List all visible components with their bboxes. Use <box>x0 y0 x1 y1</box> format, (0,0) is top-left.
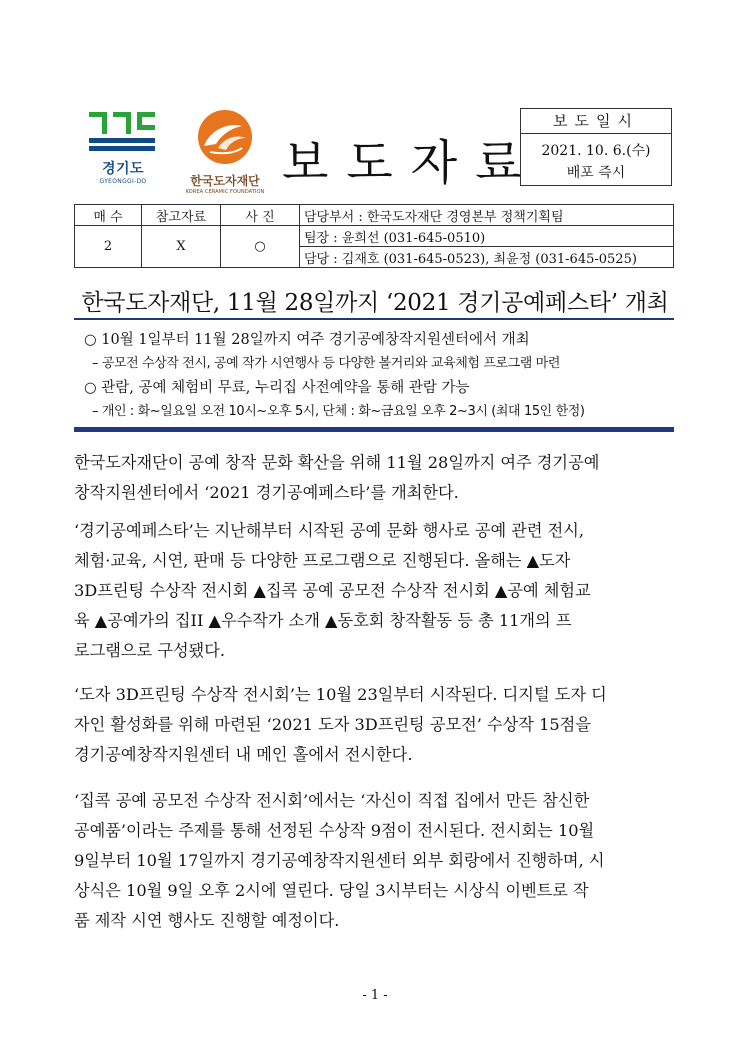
release-date-label: 보도일시 <box>521 109 671 134</box>
contact-info-table <box>74 204 674 268</box>
gyeonggi-logo-english: GYEONGGI-DO <box>99 178 147 185</box>
headline: 한국도자재단, 11월 28일까지 ‘2021 경기공예페스타’ 개최 <box>81 290 669 316</box>
paragraph-4 <box>74 786 676 936</box>
document-title: 보도자료 <box>282 135 540 191</box>
pages-value: 2 <box>75 226 142 268</box>
paragraph-line: ‘도자 3D프린팅 수상작 전시회’는 10월 23일부터 시작된다. 디지털 도자 디 <box>74 685 607 704</box>
ceramic-foundation-mark-icon <box>180 108 270 166</box>
paragraph-2 <box>74 516 676 666</box>
gyeonggi-logo <box>86 112 160 192</box>
summary-bullet-1: ○ 10월 1일부터 11월 28일까지 여주 경기공예창작지원센터에서 개최 <box>84 332 530 348</box>
paragraph-line: 9일부터 10월 17일까지 경기공예창작지원센터 외부 회랑에서 진행하며, 시 <box>74 851 605 870</box>
photos-header: 사 진 <box>221 205 300 226</box>
paragraph-line: 창작지원센터에서 ‘2021 경기공예페스타’를 개최한다. <box>74 483 459 502</box>
paragraph-line: 한국도자재단이 공예 창작 문화 확산을 위해 11월 28일까지 여주 경기공예 <box>74 453 600 472</box>
paragraph-line: ‘경기공예페스타’는 지난해부터 시작된 공예 문화 행사로 공예 관련 전시, <box>74 521 585 540</box>
summary-sub-1: – 공모전 수상작 전시, 공예 작가 시연행사 등 다양한 볼거리와 교육체험 프로그램 마련 <box>92 356 560 371</box>
gyeonggi-logo-name: 경기도 <box>101 161 145 177</box>
ceramic-foundation-logo-english: KOREA CERAMIC FOUNDATION <box>185 189 265 195</box>
summary-sub-2: – 개인 : 화~일요일 오전 10시~오후 5시, 단체 : 화~금요일 오후 2~3시 (최대 15인 한정) <box>92 404 585 419</box>
paragraph-line: 육 ▲공예가의 집II ▲우수작가 소개 ▲동호회 창작활동 등 총 11개의 프 <box>74 611 572 630</box>
summary-box <box>74 318 674 432</box>
pages-header: 매 수 <box>75 205 142 226</box>
paragraph-line: 체험·교육, 시연, 판매 등 다양한 프로그램으로 진행된다. 올해는 ▲도자 <box>74 551 571 570</box>
references-header: 참고자료 <box>142 205 221 226</box>
paragraph-line: 3D프린팅 수상작 전시회 ▲집콕 공예 공모전 수상작 전시회 ▲공예 체험교 <box>74 581 591 600</box>
paragraph-line: 공예품’이라는 주제를 통해 선정된 수상작 9점이 전시된다. 전시회는 10월 <box>74 821 595 840</box>
staff-contact: 담당 : 김재호 (031-645-0523), 최윤정 (031-645-0525) <box>300 247 674 268</box>
release-date: 2021. 10. 6.(수) <box>541 143 651 159</box>
photos-value: ○ <box>221 226 300 268</box>
paragraph-line: 상식은 10월 9일 오후 2시에 열린다. 당일 3시부터는 시상식 이벤트로 작 <box>74 881 589 900</box>
paragraph-line: 품 제작 시연 행사도 진행할 예정이다. <box>74 911 340 930</box>
summary-divider <box>74 427 674 432</box>
gyeonggi-mark-icon <box>89 112 155 152</box>
paragraph-line: 로그램으로 구성됐다. <box>74 641 226 660</box>
page-number: - 1 - <box>362 988 388 1003</box>
ceramic-foundation-logo <box>180 108 270 195</box>
paragraph-1 <box>74 448 676 508</box>
release-embargo: 배포 즉시 <box>566 165 626 181</box>
department: 담당부서 : 한국도자재단 경영본부 정책기획팀 <box>300 205 674 226</box>
ceramic-foundation-logo-name: 한국도자재단 <box>190 174 260 188</box>
release-date-box <box>520 108 672 186</box>
team-lead-contact: 팀장 : 윤희선 (031-645-0510) <box>300 226 674 247</box>
references-value: X <box>142 226 221 268</box>
paragraph-line: 경기공예창작지원센터 내 메인 홀에서 전시한다. <box>74 745 413 764</box>
paragraph-line: ‘집콕 공예 공모전 수상작 전시회’에서는 ‘자신이 직접 집에서 만든 참신한 <box>74 791 590 810</box>
paragraph-3 <box>74 680 676 770</box>
paragraph-line: 자인 활성화를 위해 마련된 ‘2021 도자 3D프린팅 공모전’ 수상작 15점을 <box>74 715 591 734</box>
summary-bullet-2: ○ 관람, 공예 체험비 무료, 누리집 사전예약을 통해 관람 가능 <box>84 380 470 396</box>
